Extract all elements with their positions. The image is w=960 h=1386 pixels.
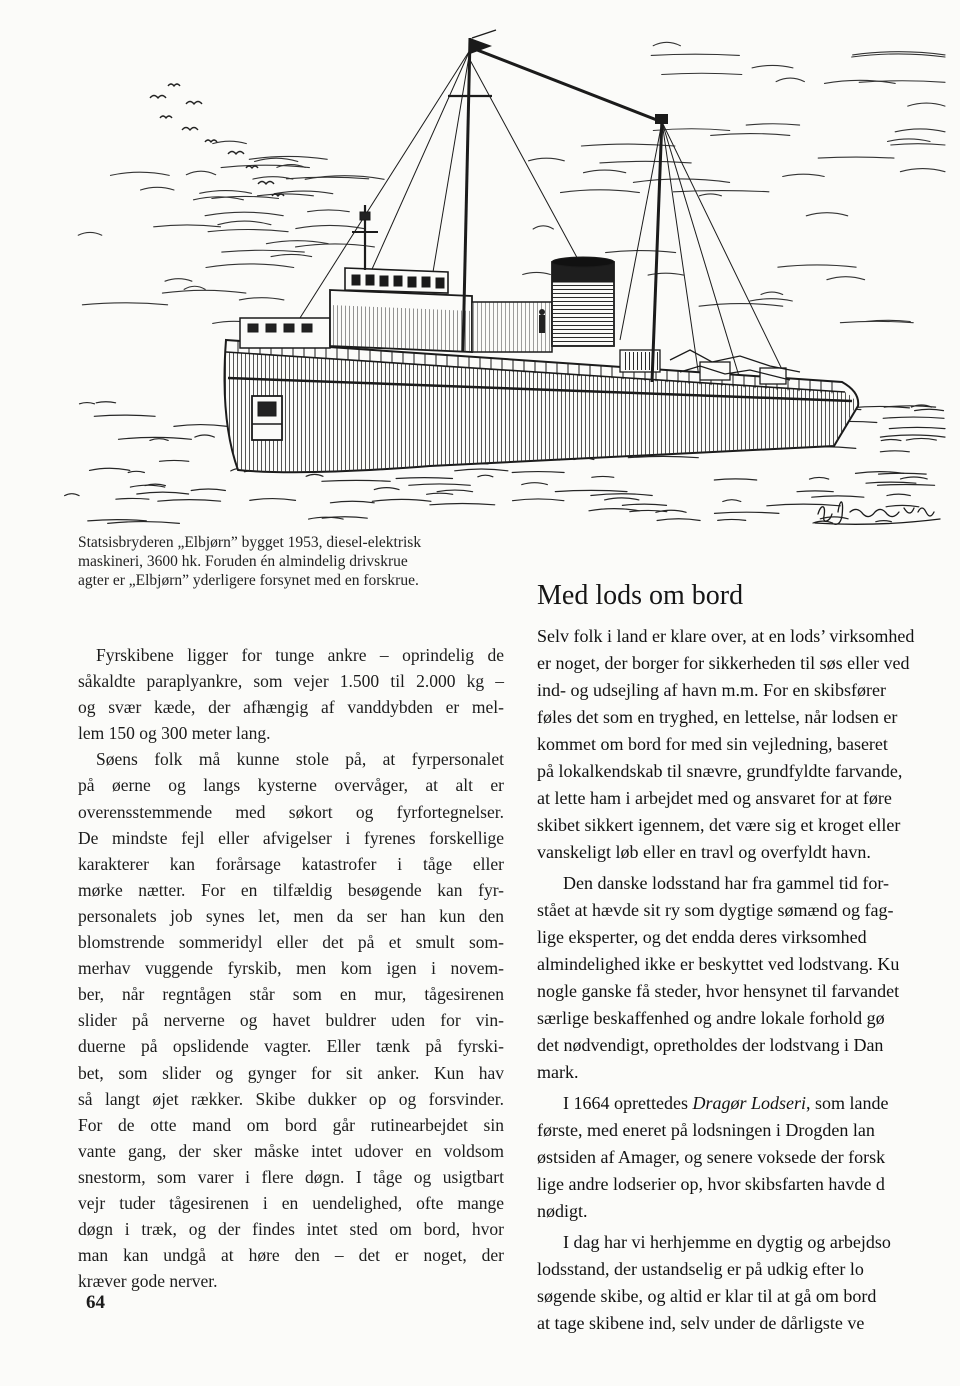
cloud-stroke [746, 124, 799, 125]
cloud-stroke [296, 225, 364, 228]
wave-stroke [250, 499, 296, 501]
cloud-stroke [154, 225, 221, 227]
body-line: vejr tuder tågesirenen i en uendelighed, ofte mange [78, 1192, 504, 1213]
wave-stroke [605, 498, 639, 500]
caption-line: agter er „Elbjørn” yderligere forsynet med en forskrue. [78, 572, 419, 589]
article-line: at lette ham i arbejdet med og ansvaret for at føre [537, 788, 892, 808]
cloud-stroke [200, 191, 252, 194]
wave-stroke [90, 468, 130, 470]
cloud-stroke [78, 232, 102, 235]
right-column-text [537, 623, 960, 1363]
cloud-stroke [255, 158, 298, 161]
wave-stroke [866, 482, 916, 483]
left-column-text [78, 642, 504, 1294]
cloud-stroke [895, 129, 945, 132]
article-line-text: I 1664 oprettedes [563, 1093, 693, 1113]
article-line [537, 1090, 960, 1117]
body-line: på øerne og langs kysterne overvåger, at alt er [78, 775, 504, 796]
cloud-stroke [218, 221, 271, 225]
cloud-stroke [752, 65, 793, 68]
article-line: nødigt. [537, 1201, 588, 1221]
wave-stroke [889, 427, 945, 428]
sky-clouds [78, 42, 945, 323]
wave-stroke [592, 476, 614, 477]
cloud-stroke [266, 241, 328, 244]
article-line: Den danske lodsstand har fra gammel tid for- [563, 873, 890, 893]
cloud-stroke [859, 81, 945, 83]
cloud-stroke [561, 190, 640, 193]
wave-stroke [128, 471, 144, 472]
cloud-stroke [891, 144, 945, 145]
wave-stroke [714, 479, 756, 480]
cloud-stroke [205, 212, 283, 216]
article-line: nogle ganske få steder, hvor hensynet til farvandet [537, 981, 900, 1001]
wave-stroke [767, 504, 841, 506]
wave-stroke [820, 517, 848, 519]
wave-stroke [322, 480, 390, 481]
cloud-stroke [222, 250, 304, 252]
cloud-stroke [783, 174, 825, 176]
body-line: og svær kæde, der afhængig af vanddybden er mel- [78, 697, 504, 718]
article-title: Med lods om bord [537, 580, 744, 611]
wave-stroke [160, 460, 189, 461]
cloud-stroke [711, 134, 790, 136]
cloud-stroke [648, 273, 683, 275]
cloud-stroke [239, 298, 284, 300]
cloud-stroke [673, 191, 769, 192]
article-line: østsiden af Amager, og senere voksede der forsk [537, 1147, 886, 1167]
wave-stroke [715, 512, 779, 513]
wave-stroke [478, 475, 493, 477]
article-line: vanskeligt løb eller en travl og overfyldt havn. [537, 842, 871, 862]
cloud-stroke [776, 78, 804, 82]
body-line: døgn i træk, og der findes intet sted om bord, hvor [78, 1219, 504, 1240]
cloud-stroke [699, 194, 721, 196]
cloud-stroke [184, 286, 205, 289]
cloud-stroke [308, 210, 350, 212]
body-line: ber, når regntågen står som en mur, tågesirenen [78, 984, 504, 1005]
wave-stroke [878, 485, 935, 486]
cloud-stroke [761, 292, 783, 294]
wave-stroke [915, 409, 944, 410]
wave-stroke [876, 521, 892, 522]
italic-place-name: Dragør Lodseri [692, 1093, 806, 1113]
body-line: blomstrende sommeridyl eller det på et smult som- [78, 932, 504, 953]
wave-stroke [195, 435, 214, 437]
cloud-stroke [840, 321, 913, 322]
wave-stroke [881, 440, 901, 441]
cloud-stroke [82, 303, 167, 305]
stern-panel [252, 396, 282, 440]
cloud-stroke [221, 165, 309, 167]
article-line: Selv folk i land er klare over, at en lods’ virksomhed [537, 626, 915, 646]
wave-stroke [374, 488, 399, 490]
wave-stroke [409, 484, 471, 485]
crew-figure [539, 309, 545, 333]
cloud-stroke [186, 171, 215, 175]
article-line-text: , som lande [806, 1093, 889, 1113]
wave-stroke [80, 403, 95, 404]
cloud-stroke [274, 191, 333, 194]
caption-line: maskineri, 3600 hk. Foruden én almindelig drivskrue [78, 553, 408, 570]
wave-stroke [330, 501, 374, 503]
cloud-stroke [908, 103, 945, 106]
article-line: skibet sikkert igennem, det være sig et kroget eller [537, 815, 901, 835]
article-line: det nødvendigt, opretholdes der lodstvang i Dan [537, 1035, 884, 1055]
wave-stroke [437, 490, 473, 492]
body-line: slider på nerverne og havet buldrer uden for vin- [78, 1010, 504, 1031]
body-line: bet, som slider og gynger for sit anker. Kun hav [78, 1062, 504, 1083]
body-line: For de otte mand om bord går rutinearbejdet sin [78, 1114, 504, 1135]
cloud-stroke [287, 177, 369, 179]
wave-stroke [718, 519, 746, 520]
cloud-stroke [750, 299, 792, 301]
wave-stroke [901, 477, 928, 479]
cloud-stroke [818, 157, 894, 158]
cloud-stroke [208, 230, 288, 232]
cloud-stroke [271, 254, 312, 256]
birds-flock [150, 84, 284, 196]
cloud-stroke [523, 272, 551, 274]
wave-stroke [723, 500, 741, 502]
cloud-stroke [296, 244, 375, 247]
wave-stroke [88, 520, 147, 521]
cloud-stroke [778, 265, 856, 267]
body-line: vante gang, der sker måske intet udover en voldsom [78, 1140, 504, 1161]
body-line: man kan undgå at høre den – det er noget, der [78, 1245, 504, 1266]
funnel [552, 257, 614, 346]
wave-stroke [589, 509, 639, 511]
wave-stroke [427, 493, 453, 494]
wave-stroke [158, 500, 221, 502]
body-line: karakterer kan forårsage katastrofer i tåge eller [78, 853, 504, 874]
wave-stroke [880, 435, 945, 437]
cloud-stroke [584, 170, 626, 173]
article-line: ind- og udsejling af havn m.m. For en skibsfører [537, 680, 886, 700]
cloud-stroke [852, 54, 945, 57]
article-line: første, med eneret på lodsningen i Drogden lan [537, 1120, 875, 1140]
ship [225, 30, 859, 472]
wave-stroke [191, 489, 225, 491]
illustration-caption [78, 533, 504, 590]
cloud-stroke [165, 279, 192, 282]
wave-stroke [810, 477, 829, 479]
body-line: duerne på opslidende vagter. Eller tænk på fyrski- [78, 1036, 504, 1057]
wave-stroke [396, 478, 452, 479]
article-line: stået at hævde sit ry som dygtige sømænd og fag- [537, 900, 894, 920]
cloud-stroke [806, 213, 847, 216]
body-line: De mindste fejl eller afvigelser i fyrenes forskellige [78, 827, 504, 848]
aft-deckhouse [240, 318, 330, 348]
cloud-stroke [653, 42, 680, 45]
body-line: snestorm, som varer i flere døgn. I tåge og usigtbart [78, 1166, 504, 1187]
cloud-stroke [141, 187, 175, 190]
article-line: at tage skibene ind, selv under de dårligste ve [537, 1313, 865, 1333]
crane-boom [472, 48, 662, 122]
article-line: særlige beskaffenhed og andre lokale forhold gø [537, 1008, 885, 1028]
cloud-stroke [699, 304, 783, 307]
wave-stroke [512, 472, 564, 473]
body-line: lem 150 og 300 meter lang. [78, 723, 271, 744]
article-line: søgende skibe, og altid er klar til at gå om bord [537, 1286, 877, 1306]
article-line: er noget, der borger for sikkerheden til søs eller ved [537, 653, 910, 673]
cloud-stroke [633, 179, 729, 182]
cloud-stroke [533, 226, 553, 229]
wave-stroke [65, 494, 80, 496]
cloud-stroke [662, 73, 742, 74]
wave-stroke [886, 505, 919, 506]
mast-pennant [472, 30, 496, 38]
aft-boom-mast [652, 118, 662, 382]
cloud-stroke [651, 54, 739, 55]
wave-stroke [94, 415, 155, 416]
body-line: Søens folk må kunne stole på, at fyrpersonalet [96, 749, 504, 770]
body-line: personalets job synes let, men da ser han kun den [78, 905, 504, 926]
page-number: 64 [86, 1292, 105, 1313]
wave-stroke [513, 499, 564, 501]
body-line: såkaldte paraplyankre, som vejer 1.500 til 2.000 kg – [78, 671, 504, 692]
cloud-stroke [529, 158, 565, 161]
wave-stroke [797, 491, 833, 492]
ship-illustration [0, 0, 960, 530]
article-line: lodsstand, der ustandselig er på udkig efter lo [537, 1259, 864, 1279]
wave-stroke [137, 492, 189, 494]
body-line: Fyrskibene ligger for tunge ankre – oprindelig de [96, 645, 504, 665]
body-line: overensstemmende med søkort og fyrfortegnelser. [78, 801, 504, 822]
body-line: så langt øjet rækker. Skibe dukker op og forsvinder. [78, 1088, 504, 1109]
wave-stroke [880, 451, 909, 452]
wave-stroke [306, 474, 323, 476]
wave-stroke [555, 490, 627, 491]
body-line: merhav vuggende fyrskib, men kom igen i novem- [78, 958, 504, 979]
wave-stroke [657, 519, 700, 521]
wave-stroke [150, 439, 168, 441]
article-line: føles det som en tryghed, en lettelse, når lodsen er [537, 707, 898, 727]
cloud-stroke [606, 251, 676, 253]
wave-stroke [887, 494, 910, 496]
article-line: mark. [537, 1062, 579, 1082]
wave-stroke [622, 504, 666, 505]
cloud-stroke [888, 139, 931, 142]
wave-stroke [455, 469, 508, 471]
article-line: almindelighed ikke er beskyttet ved lodstvang. Ku [537, 954, 900, 974]
wave-stroke [522, 483, 548, 485]
wave-stroke [108, 522, 180, 524]
wave-stroke [116, 498, 149, 499]
wave-stroke [883, 417, 944, 418]
cloud-stroke [257, 194, 313, 196]
cloud-stroke [827, 277, 865, 280]
wave-stroke [174, 425, 227, 427]
cloud-stroke [111, 172, 170, 175]
wave-stroke [430, 504, 495, 505]
article-line: I dag har vi herhjemme en dygtig og arbejdso [563, 1232, 891, 1252]
article-line: kommet om bord for med sin vejledning, baseret [537, 734, 888, 754]
wave-stroke [372, 499, 431, 501]
caption-line: Statsisbryderen „Elbjørn” bygget 1953, diesel-elektrisk [78, 534, 422, 551]
article-line: lige andre lodserier op, hvor skibsfarten havde d [537, 1174, 885, 1194]
body-line: kræver gode nerver. [78, 1271, 218, 1292]
cloud-stroke [600, 161, 691, 163]
article-line: på lokalkendskab til snævre, grundfyldte farvande, [537, 761, 903, 781]
wave-stroke [906, 438, 936, 440]
cloud-stroke [900, 169, 945, 172]
cloud-stroke [213, 141, 247, 143]
cloud-stroke [206, 264, 294, 268]
body-line: mørke nætter. For en tilfældig besøgende kan fyr- [78, 879, 504, 900]
wave-stroke [812, 496, 864, 497]
wave-stroke [96, 402, 115, 403]
article-line: lige eksperter, og det endda deres virksomhed [537, 927, 867, 947]
cloud-stroke [162, 290, 246, 293]
boom-block [655, 114, 668, 124]
wave-stroke [591, 494, 652, 496]
